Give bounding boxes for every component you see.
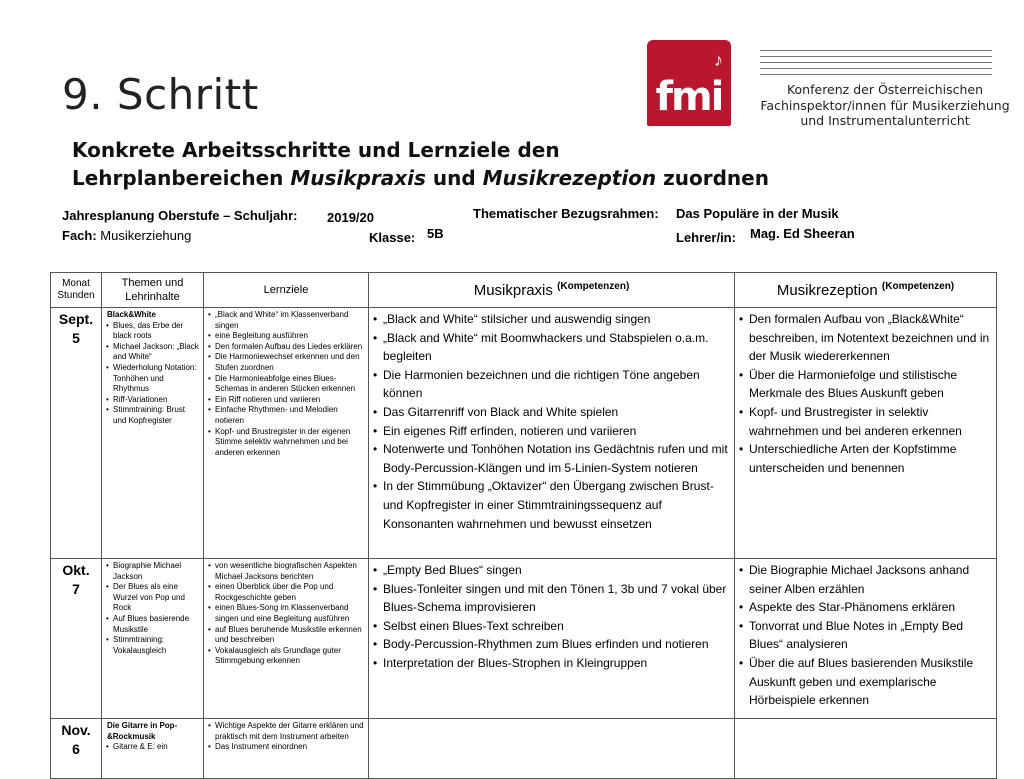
subtitle-text: zuordnen [656, 166, 769, 190]
header-musikpraxis [369, 273, 735, 308]
lernziele-list [207, 721, 365, 753]
fach-label: Fach: [62, 228, 97, 243]
month-name: Nov. [61, 722, 91, 738]
list-item: • Vokalausgleich als Grundlage guter Stimmgebung erkennen [207, 646, 365, 667]
list-item: • Michael Jackson: „Black and White“ [105, 342, 200, 363]
rezeption-list [738, 310, 993, 477]
list-item: • auf Blues beruhende Musikstile erkennen und beschreiben [207, 625, 365, 646]
list-item: • einen Überblick über die Pop und Rockgeschichte geben [207, 582, 365, 603]
list-item: • einen Blues-Song im Klassenverband singen und eine Begleitung ausführen [207, 603, 365, 624]
fach-value: Musikerziehung [100, 228, 192, 243]
list-item: • Den formalen Aufbau von „Black&White“ beschreiben, im Notentext bezeichnen und in der Musik wiedererkennen [738, 310, 993, 366]
rezeption-cell [735, 719, 997, 779]
list-item: • Riff-Variationen [105, 395, 200, 406]
themen-list [105, 721, 200, 753]
header-monat [51, 273, 102, 308]
list-item: • Wiederholung Notation: Tonhöhen und Rhythmus [105, 363, 200, 395]
header-musikrezeption-sup: (Kompetenzen) [881, 281, 955, 292]
list-item: • Auf Blues basierende Musikstile [105, 614, 200, 635]
table-row [51, 559, 997, 719]
lernziele-cell [204, 559, 369, 719]
org-line-2: Fachinspektor/innen für Musikerziehung [760, 97, 1010, 113]
table-row [51, 719, 997, 779]
list-item: • Stimmtraining: Brust und Kopfregister [105, 405, 200, 426]
header-themen [102, 273, 204, 308]
list-item: • „Black and White“ mit Boomwhackers und Stabspielen o.a.m. begleiten [372, 329, 731, 366]
logo-text: fmi [655, 74, 723, 120]
month-hours: 7 [72, 581, 80, 597]
list-item: • In der Stimmübung „Oktavizer“ den Übergang zwischen Brust- und Kopfregister in einer Stimmtrainingssequenz auf Konsonanten wahrnehmen und bewusst einsetzen [372, 477, 731, 533]
subtitle-text: und [425, 166, 483, 190]
lernziele-cell [204, 308, 369, 559]
rezeption-list [738, 561, 993, 710]
list-item: • Selbst einen Blues-Text schreiben [372, 617, 731, 636]
month-name: Sept. [58, 311, 94, 327]
list-item: • „Black and White“ im Klassenverband singen [207, 310, 365, 331]
praxis-cell [369, 719, 735, 779]
list-item: • Stimmtraining: Vokalausgleich [105, 635, 200, 656]
list-item: • Kopf- und Brustregister in selektiv wahrnehmen und bei anderen erkennen [738, 403, 993, 440]
list-item: • Aspekte des Star-Phänomens erklären [738, 598, 993, 617]
subtitle-musikpraxis: Musikpraxis [290, 166, 426, 190]
month-cell [51, 559, 102, 719]
list-item: • eine Begleitung ausführen [207, 331, 365, 342]
music-note-icon: ♪ [714, 50, 723, 70]
month-name: Okt. [62, 562, 90, 578]
klasse-label: Klasse: [369, 230, 416, 245]
table-header-row [51, 273, 997, 308]
klasse-value: 5B [427, 226, 444, 241]
list-item: • Den formalen Aufbau des Liedes erklären [207, 342, 365, 353]
section-title: Black&White [107, 310, 156, 319]
org-line-3: und Instrumentalunterricht [800, 113, 970, 128]
praxis-list [372, 561, 731, 673]
lernziele-list [207, 561, 365, 667]
staff-lines [760, 50, 992, 80]
jahresplanung-value: 2019/20 [327, 210, 374, 225]
lehrer-label: Lehrer/in: [676, 230, 736, 245]
list-item: • Die Harmonien bezeichnen und die richtigen Töne angeben können [372, 366, 731, 403]
lernziele-list [207, 310, 365, 458]
list-item: • Der Blues als eine Wurzel von Pop und Rock [105, 582, 200, 614]
list-item: • Blues, das Erbe der black roots [105, 321, 200, 342]
header-musikpraxis-text: Musikpraxis [473, 282, 553, 299]
list-item: • Wichtige Aspekte der Gitarre erklären und praktisch mit dem Instrument arbeiten [207, 721, 365, 742]
header-lehrinhalte-text: Lehrinhalte [125, 291, 180, 303]
praxis-list [372, 310, 731, 533]
themen-cell [102, 719, 204, 779]
header-themen-und: und [165, 277, 184, 289]
header-lernziele: Lernziele [204, 273, 369, 308]
lernziele-cell [204, 719, 369, 779]
themen-cell [102, 308, 204, 559]
praxis-cell [369, 559, 735, 719]
list-item: • Die Biographie Michael Jacksons anhand seiner Alben erzählen [738, 561, 993, 598]
header-musikrezeption [735, 273, 997, 308]
list-item: • Biographie Michael Jackson [105, 561, 200, 582]
subtitle-line-2 [72, 164, 769, 192]
list-item: • Über die auf Blues basierenden Musikstile Auskunft geben und exemplarische Hörbeispiele erkennen [738, 654, 993, 710]
slide-title: 9. Schritt [62, 70, 259, 119]
organization-name [760, 82, 1010, 129]
themen-list [105, 561, 200, 656]
list-item: • Interpretation der Blues-Strophen in Kleingruppen [372, 654, 731, 673]
header-stunden-text: Stunden [57, 290, 95, 301]
list-item: • Über die Harmoniefolge und stilistische Merkmale des Blues Auskunft geben [738, 366, 993, 403]
list-item: • von wesentliche biografischen Aspekten Michael Jacksons berichten [207, 561, 365, 582]
list-item: • „Empty Bed Blues“ singen [372, 561, 731, 580]
list-item: • Die Harmonieabfolge eines Blues-Schemas in anderen Stücken erkennen [207, 374, 365, 395]
header-themen-text: Themen [121, 277, 162, 289]
org-line-1: Konferenz der Österreichischen [786, 82, 984, 97]
thema-value: Das Populäre in der Musik [676, 206, 839, 221]
list-item: • Kopf- und Brustregister in der eigenen Stimme selektiv wahrnehmen und bei anderen erkennen [207, 427, 365, 459]
subtitle-musikrezeption: Musikrezeption [482, 166, 657, 190]
list-item: • Die Harmoniewechsel erkennen und den Stufen zuordnen [207, 352, 365, 373]
list-item: • Das Instrument einordnen [207, 742, 365, 753]
list-item: • Body-Percussion-Rhythmen zum Blues erfinden und notieren [372, 635, 731, 654]
list-item: • Unterschiedliche Arten der Kopfstimme unterscheiden und benennen [738, 440, 993, 477]
section-title: Die Gitarre in Pop-&Rockmusik [107, 721, 178, 741]
table-row [51, 308, 997, 559]
subtitle-line-1: Konkrete Arbeitsschritte und Lernziele den [72, 138, 560, 162]
list-item: • Das Gitarrenriff von Black and White spielen [372, 403, 731, 422]
fach-field [62, 228, 191, 243]
subtitle-text: Lehrplanbereichen [72, 166, 291, 190]
themen-cell [102, 559, 204, 719]
fmi-logo [647, 40, 731, 126]
rezeption-cell [735, 308, 997, 559]
list-item: • „Black and White“ stilsicher und auswendig singen [372, 310, 731, 329]
list-item: • Ein Riff notieren und variieren [207, 395, 365, 406]
rezeption-cell [735, 559, 997, 719]
themen-list [105, 310, 200, 427]
list-item: • Tonvorrat und Blue Notes in „Empty Bed Blues“ analysieren [738, 617, 993, 654]
lehrer-value: Mag. Ed Sheeran [750, 226, 855, 241]
thema-label: Thematischer Bezugsrahmen: [473, 206, 659, 221]
header-musikrezeption-text: Musikrezeption [776, 282, 878, 299]
list-item: • Blues-Tonleiter singen und mit den Tönen 1, 3b und 7 vokal über Blues-Schema improvisieren [372, 580, 731, 617]
jahresplanung-label: Jahresplanung Oberstufe – Schuljahr: [62, 208, 298, 223]
month-hours: 6 [72, 741, 80, 757]
list-item: • Gitarre & E: ein [105, 742, 200, 753]
header-monat-text: Monat [62, 278, 90, 289]
jahresplanung-table [50, 272, 997, 779]
praxis-cell [369, 308, 735, 559]
list-item: • Einfache Rhythmen- und Melodien notieren [207, 405, 365, 426]
month-hours: 5 [72, 330, 80, 346]
month-cell [51, 308, 102, 559]
slide-subtitle [72, 136, 769, 192]
list-item: • Ein eigenes Riff erfinden, notieren und variieren [372, 422, 731, 441]
list-item: • Notenwerte und Tonhöhen Notation ins Gedächtnis rufen und mit Body-Percussion-Klängen und im 5-Linien-System notieren [372, 440, 731, 477]
header-musikpraxis-sup: (Kompetenzen) [557, 281, 630, 292]
month-cell [51, 719, 102, 779]
